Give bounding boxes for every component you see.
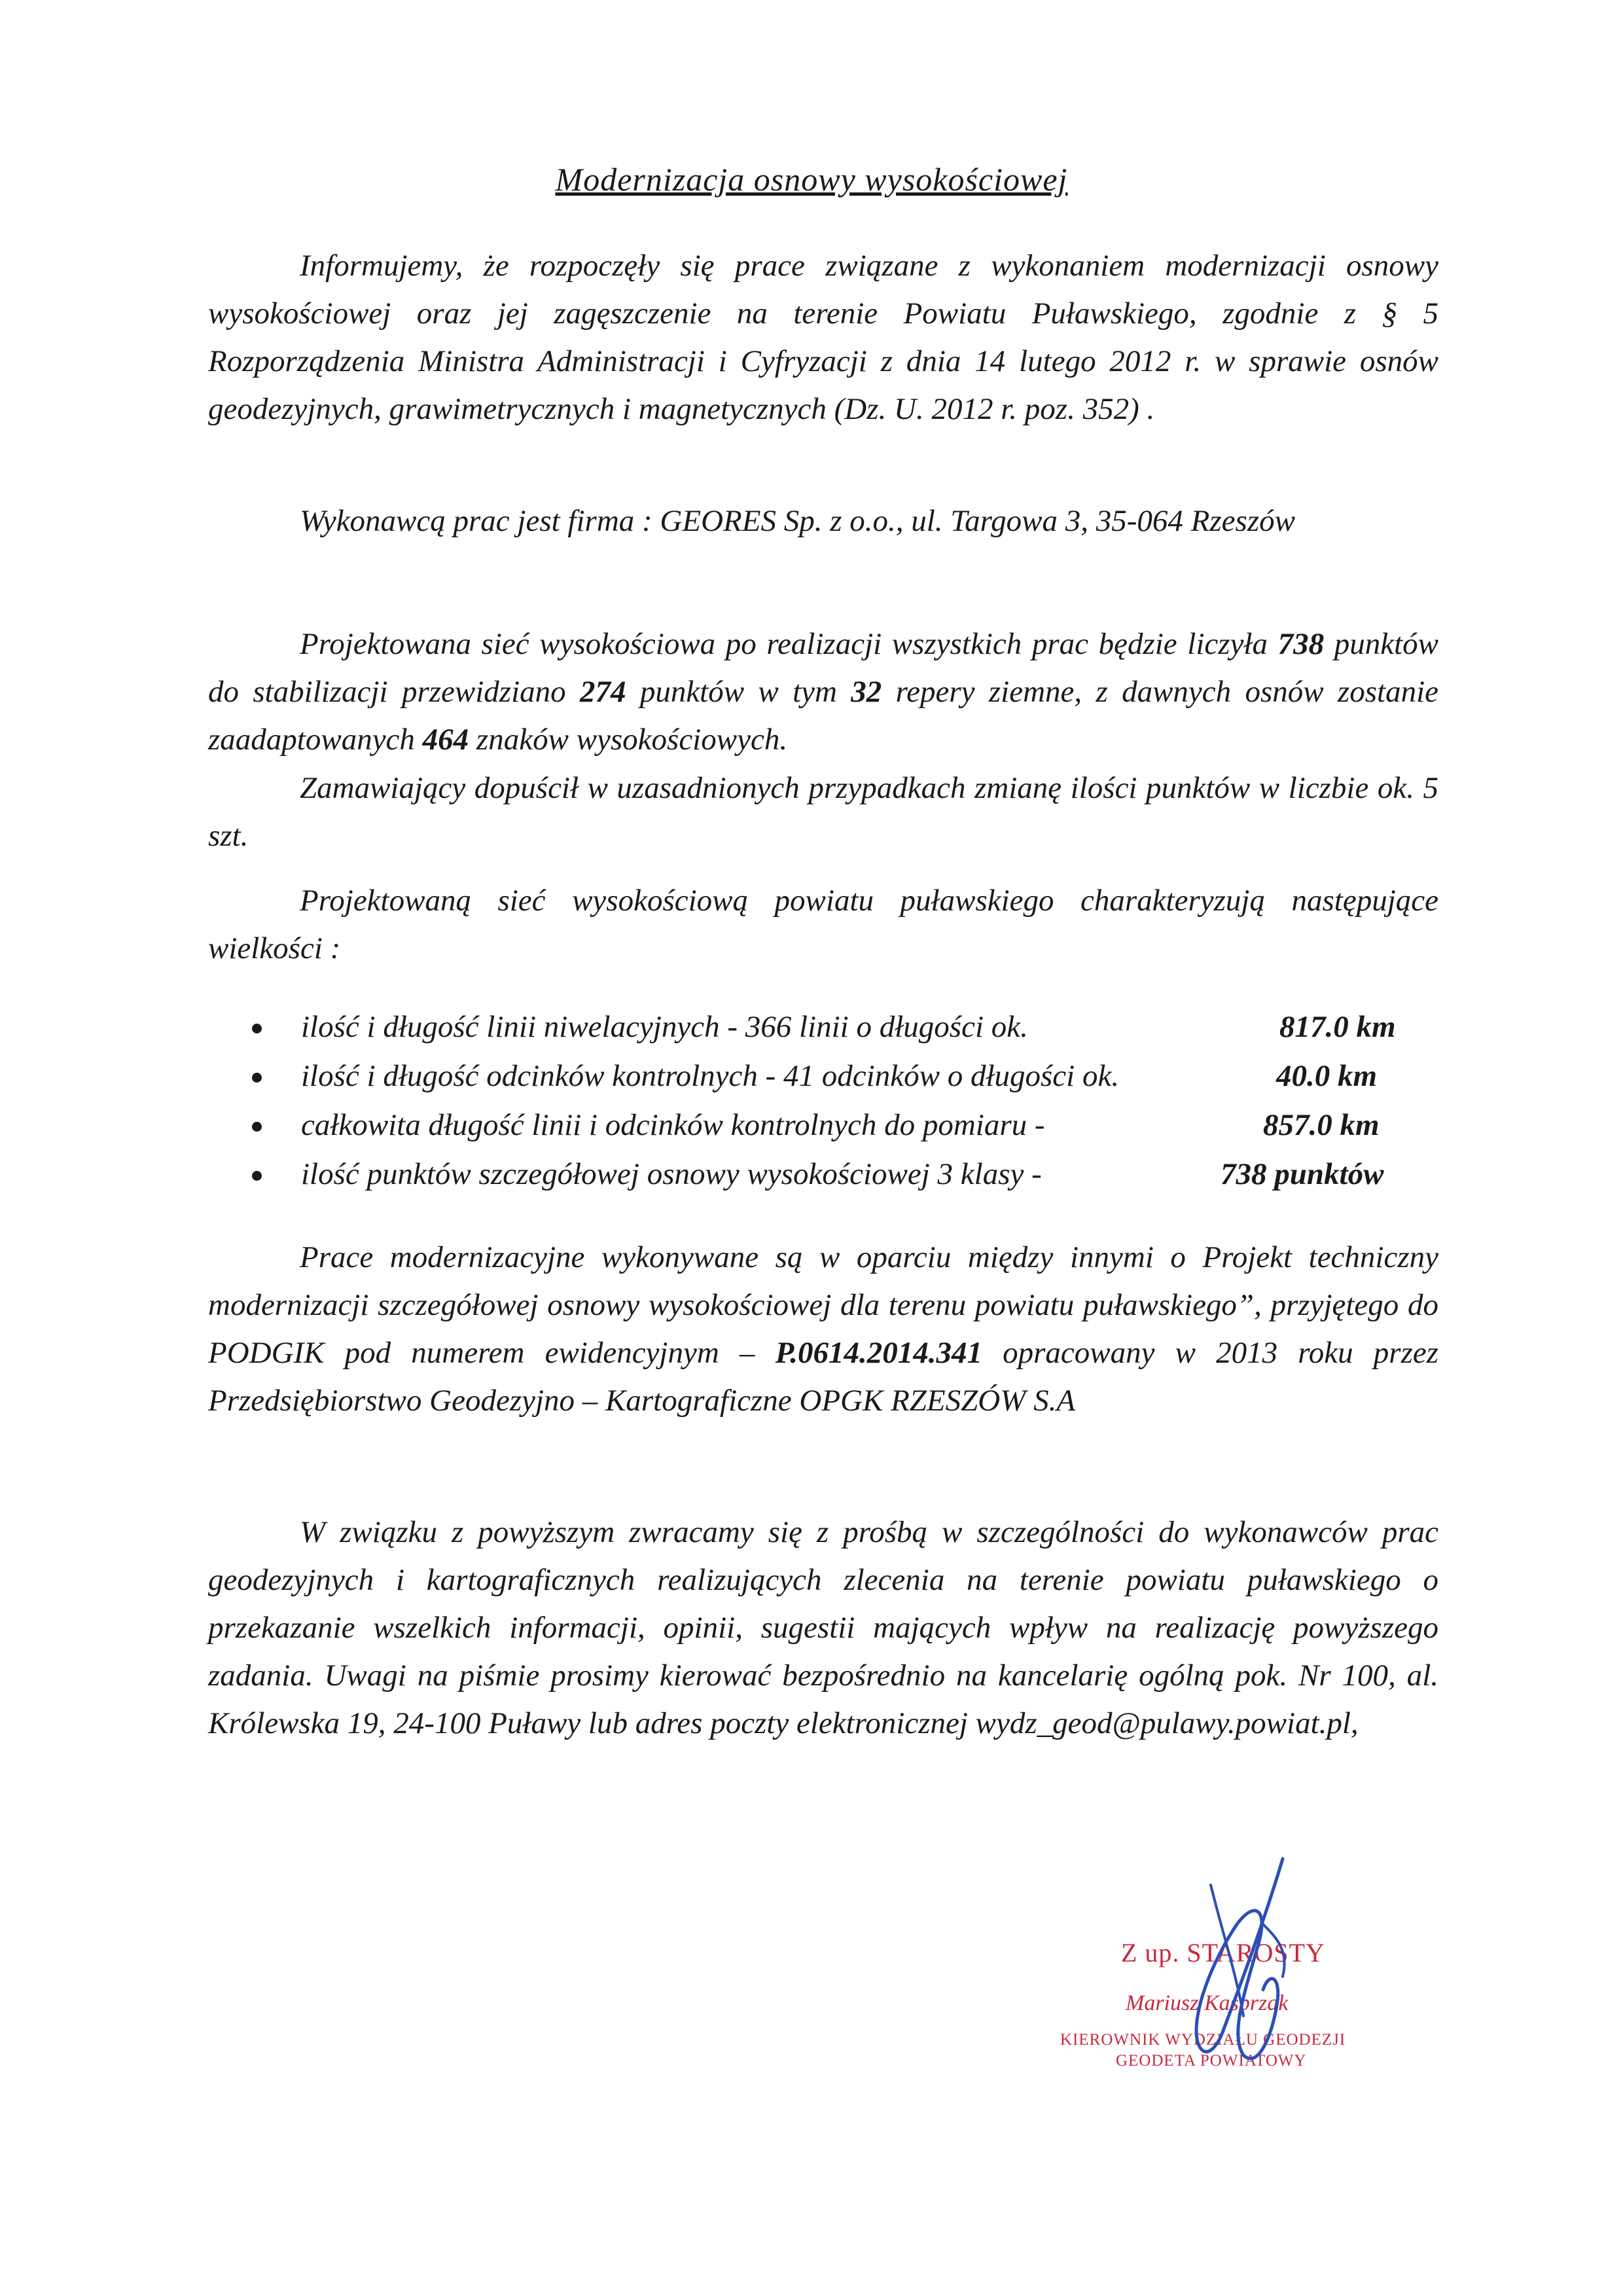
network-text-1: Projektowana sieć wysokościowa po realizacji wszystkich prac będzie liczyła [300, 627, 1268, 661]
paragraph-contractor: Wykonawcą prac jest firma : GEORES Sp. z o.o., ul. Targowa 3, 35-064 Rzeszów [300, 504, 1295, 538]
list-item-value: 817.0 km [1279, 1010, 1396, 1044]
list-item-value: 857.0 km [1263, 1108, 1380, 1142]
stamp-authority: Z up. STAROSTY [1121, 1938, 1325, 1967]
list-item-label: ilość i długość linii niwelacyjnych - 366 linii o długości ok. [301, 1010, 1028, 1044]
bullet-icon [252, 1073, 262, 1083]
network-text-3: punktów w tym [639, 675, 837, 709]
network-adapted-marks: 464 [422, 723, 469, 757]
network-stabilized-points: 274 [579, 675, 626, 709]
paragraph-technical-project [208, 1234, 1438, 1425]
list-item [252, 1003, 1469, 1052]
list-item-label: ilość i długość odcinków kontrolnych - 41 odcinków o długości ok. [301, 1059, 1120, 1093]
list-item [252, 1052, 1469, 1101]
paragraph-request: W związku z powyższym zwracamy się z prośbą w szczególności do wykonawców prac geodezyjnych i kartograficznych realizujących zlecenia na terenie powiatu puławskiego o przekazanie wszelkich informacji, opinii, sugestii mających wpływ na realizację powyższego zadania. Uwagi na piśmie prosimy kierować bezpośrednio na kancelarię ogólną pok. Nr 100, al. Królewska 19, 24-100 Puławy lub adres poczty elektronicznej wydz_geod@pulawy.powiat.pl, [208, 1515, 1438, 1740]
list-item [252, 1101, 1469, 1150]
list-item-value: 40.0 km [1276, 1059, 1378, 1093]
network-text-4: repery ziemne, z dawnych osnów zostanie zaadaptowanych [208, 675, 1438, 757]
network-text-5: znaków wysokościowych. [476, 723, 788, 757]
stamp-title: GEODETA POWIATOWY [1116, 2052, 1307, 2070]
project-registry-number: P.0614.2014.341 [775, 1336, 982, 1370]
bullet-icon [252, 1024, 262, 1033]
paragraph-client-permission: Zamawiający dopuścił w uzasadnionych przypadkach zmianę ilości punktów w liczbie ok. 5 szt. [208, 771, 1438, 853]
list-item-label: całkowita długość linii i odcinków kontrolnych do pomiaru - [301, 1108, 1045, 1142]
project-text-1: Prace modernizacyjne wykonywane są w oparciu między innymi o Projekt techniczny modernizacji szczegółowej osnowy wysokościowej dla terenu powiatu puławskiego”, przyjętego do PODGIK pod numerem ewidencyjnym – [208, 1240, 1438, 1370]
bullet-icon [252, 1171, 262, 1181]
paragraph-network-counts [208, 620, 1438, 764]
network-total-points: 738 [1277, 627, 1325, 661]
quantities-list [252, 1003, 1469, 1199]
signature-stamp [1047, 1846, 1414, 2081]
network-text-2: punktów do stabilizacji przewidziano [208, 627, 1439, 709]
network-ground-benchmarks: 32 [851, 675, 882, 709]
list-item [252, 1150, 1469, 1199]
handwritten-signature [1047, 1846, 1414, 2081]
stamp-name: Mariusz Kasprzak [1126, 1991, 1289, 2015]
list-item-value: 738 punktów [1221, 1157, 1384, 1191]
bullet-icon [252, 1122, 262, 1132]
list-item-label: ilość punktów szczegółowej osnowy wysokościowej 3 klasy - [301, 1157, 1042, 1191]
document-title: Modernizacja osnowy wysokościowej [555, 161, 1068, 198]
paragraph-network-characteristics: Projektowaną sieć wysokościową powiatu puławskiego charakteryzują następujące wielkości : [208, 884, 1438, 965]
stamp-position: KIEROWNIK WYDZIAŁU GEODEZJI [1060, 2031, 1346, 2049]
paragraph-intro: Informujemy, że rozpoczęły się prace związane z wykonaniem modernizacji osnowy wysokościowej oraz jej zagęszczenie na terenie Powiatu Puławskiego, zgodnie z § 5 Rozporządzenia Ministra Administracji i Cyfryzacji z dnia 14 lutego 2012 r. w sprawie osnów geodezyjnych, grawimetrycznych i magnetycznych (Dz. U. 2012 r. poz. 352) . [208, 249, 1438, 426]
project-text-2: opracowany w 2013 roku przez Przedsiębiorstwo Geodezyjno – Kartograficzne OPGK RZESZÓW S.A [208, 1336, 1439, 1418]
